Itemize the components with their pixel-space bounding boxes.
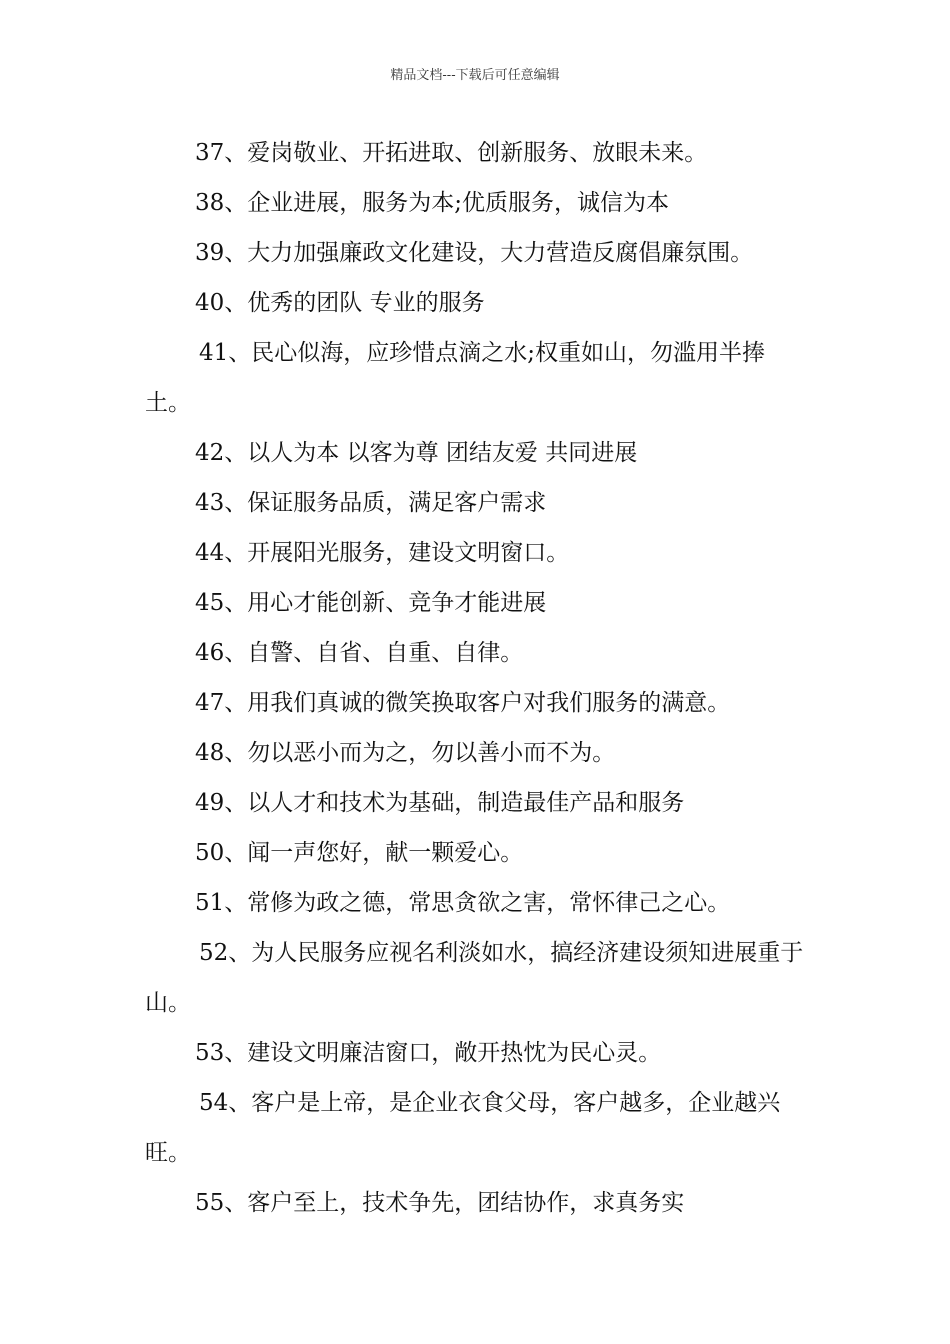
- list-item: 43、保证服务品质，满足客户需求: [195, 490, 547, 516]
- list-item: 49、以人才和技术为基础，制造最佳产品和服务: [195, 790, 685, 816]
- page-header: 精品文档---下载后可任意编辑: [390, 68, 560, 83]
- list-item: 50、闻一声您好，献一颗爱心。: [195, 840, 524, 866]
- document-body: [145, 128, 810, 1228]
- list-item: 48、勿以恶小而为之，勿以善小而不为。: [195, 740, 616, 766]
- list-item: 55、客户至上，技术争先，团结协作，求真务实: [195, 1190, 685, 1216]
- list-item: 39、大力加强廉政文化建设，大力营造反腐倡廉氛围。: [195, 240, 754, 266]
- list-item: 37、爱岗敬业、开拓进取、创新服务、放眼未来。: [195, 140, 708, 166]
- list-item: 38、企业进展，服务为本;优质服务，诚信为本: [195, 190, 670, 216]
- list-item: 44、开展阳光服务，建设文明窗口。: [195, 540, 570, 566]
- list-item: 53、建设文明廉洁窗口，敞开热忱为民心灵。: [195, 1040, 662, 1066]
- list-item: 45、用心才能创新、竞争才能进展: [195, 590, 547, 616]
- list-item: 54、客户是上帝，是企业衣食父母，客户越多，企业越兴旺。: [145, 1090, 781, 1166]
- list-item: 46、自警、自省、自重、自律。: [195, 640, 524, 666]
- list-item: 42、以人为本 以客为尊 团结友爱 共同进展: [195, 440, 638, 466]
- list-item: 52、为人民服务应视名利淡如水，搞经济建设须知进展重于山。: [145, 940, 804, 1016]
- list-item: 41、民心似海，应珍惜点滴之水;权重如山，勿滥用半捧土。: [145, 340, 766, 416]
- list-item: 51、常修为政之德，常思贪欲之害，常怀律己之心。: [195, 890, 731, 916]
- list-item: 40、优秀的团队 专业的服务: [195, 290, 485, 316]
- list-item: 47、用我们真诚的微笑换取客户对我们服务的满意。: [195, 690, 731, 716]
